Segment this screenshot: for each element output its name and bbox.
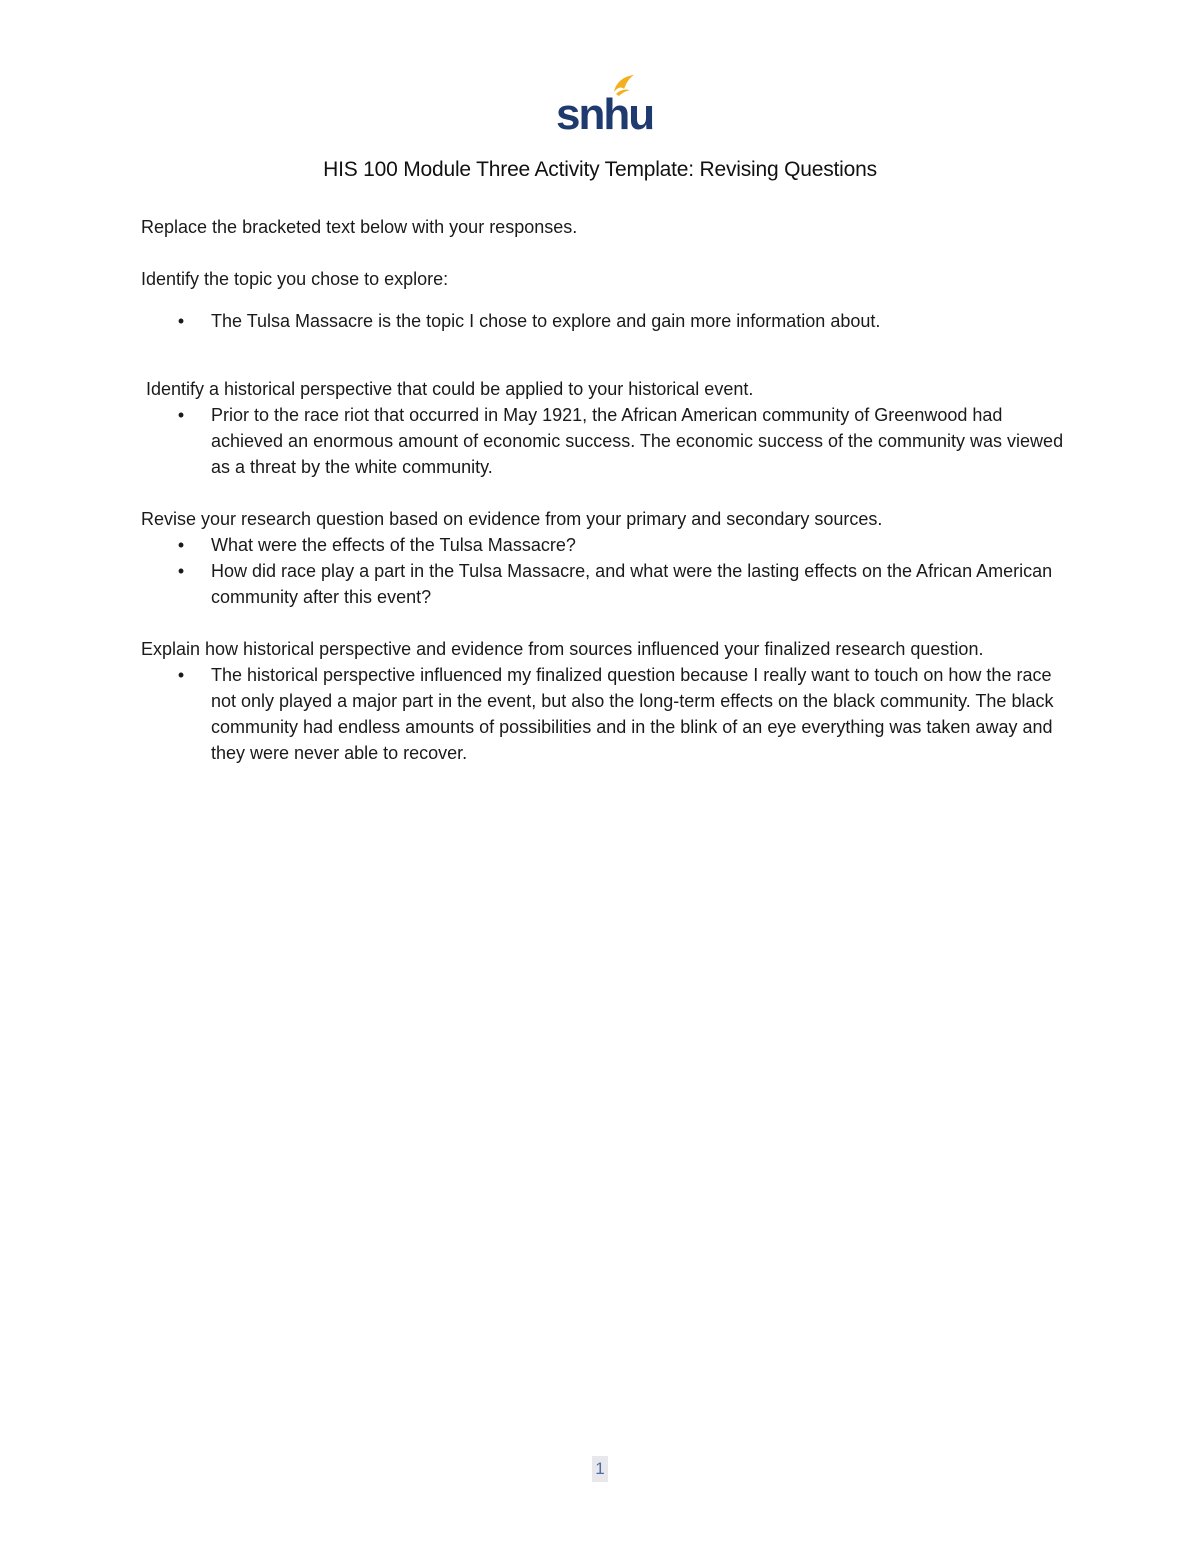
section-2-list [141, 402, 1071, 480]
list-item-text: The historical perspective influenced my finalized question because I really want to touch on how the race not only played a major part in the event, but also the long-term effects on the black community. The black community had endless amounts of possibilities and in the blink of an eye everything was taken away and they were never able to recover. [211, 665, 1054, 763]
snhu-logo-text: snhu [556, 90, 654, 139]
instructions-text: Replace the bracketed text below with your responses. [141, 217, 578, 237]
snhu-logo-mark [554, 72, 654, 139]
document-body [141, 214, 1071, 766]
page-number: 1 [592, 1456, 608, 1482]
list-item [141, 532, 1071, 558]
section-3-prompt: Revise your research question based on evidence from your primary and secondary sources. [141, 509, 883, 529]
bullet-icon: • [177, 535, 185, 555]
section-4-prompt: Explain how historical perspective and evidence from sources influenced your finalized research question. [141, 639, 984, 659]
section-3-list [141, 532, 1071, 610]
bullet-icon: • [177, 665, 185, 685]
bullet-icon: • [177, 311, 185, 331]
list-item-text: The Tulsa Massacre is the topic I chose to explore and gain more information about. [211, 311, 881, 331]
section-2-prompt: Identify a historical perspective that could be applied to your historical event. [146, 379, 754, 399]
section-1-prompt: Identify the topic you chose to explore: [141, 269, 449, 289]
list-item-text: How did race play a part in the Tulsa Massacre, and what were the lasting effects on the African American community after this event? [211, 561, 1053, 607]
list-item [141, 558, 1071, 610]
bullet-icon: • [177, 405, 185, 425]
bullet-icon: • [177, 561, 185, 581]
list-item-text: Prior to the race riot that occurred in May 1921, the African American community of Greenwood had achieved an enormous amount of economic success. The economic success of the community was viewed as a threat by the white community. [211, 405, 1064, 477]
section-1-list [141, 308, 1071, 334]
page-title: HIS 100 Module Three Activity Template: Revising Questions [323, 158, 877, 181]
list-item [141, 402, 1071, 480]
list-item-text: What were the effects of the Tulsa Massacre? [211, 535, 576, 555]
list-item [141, 308, 1071, 334]
section-4-list [141, 662, 1071, 766]
snhu-logo [554, 72, 654, 139]
list-item [141, 662, 1071, 766]
